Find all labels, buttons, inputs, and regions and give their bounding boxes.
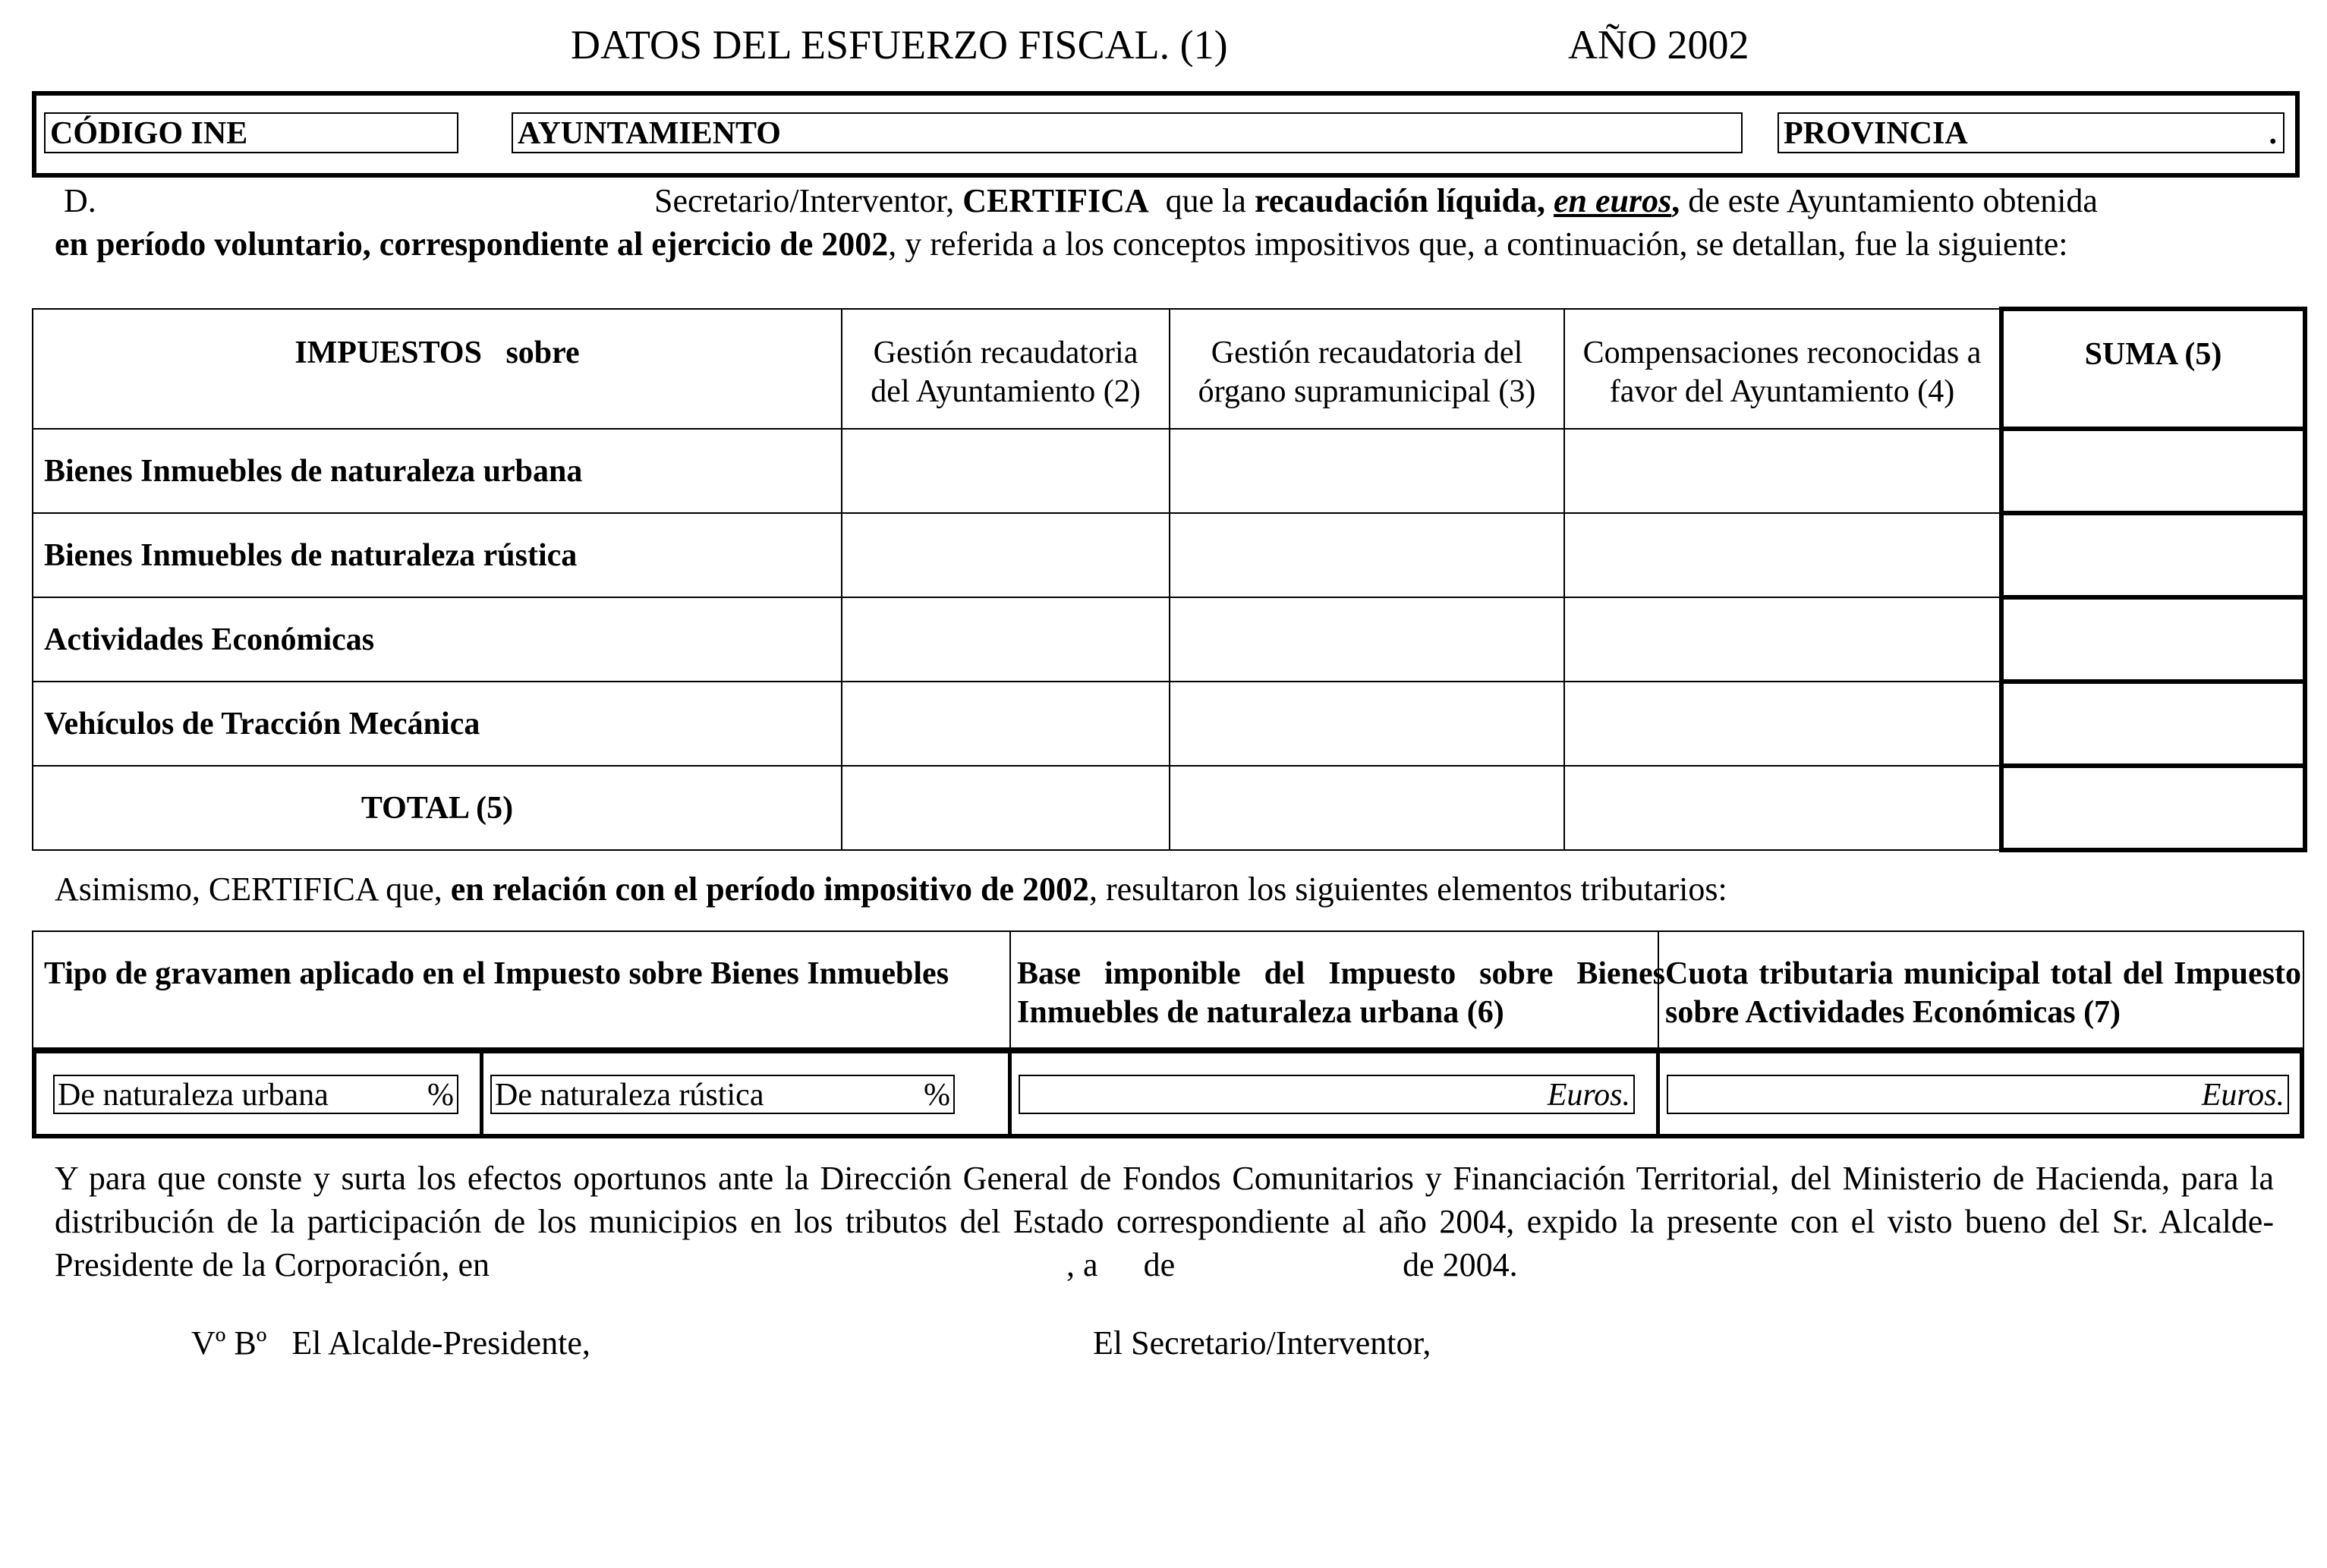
que-la-text: que la: [1165, 182, 1246, 219]
table-row: [33, 682, 2305, 766]
certifica-text: CERTIFICA: [962, 182, 1149, 219]
closing-paragraph: [55, 1157, 2274, 1286]
cell-input[interactable]: [1170, 597, 1564, 682]
cell-input[interactable]: [1564, 597, 2001, 682]
recaudacion-text: recaudación líquida,: [1254, 182, 1545, 219]
alcalde-text: El Alcalde-Presidente,: [291, 1324, 590, 1362]
header-base-imponible: Base imponible del Impuesto sobre Bienes Inmuebles de naturaleza urbana (6): [1017, 956, 1665, 1030]
table-row: [33, 513, 2305, 597]
cell-input[interactable]: [1564, 429, 2001, 513]
tax-table-header: [33, 309, 2305, 429]
euros-suffix: Euros.: [1547, 1078, 1630, 1113]
cell-input[interactable]: [1564, 513, 2001, 597]
suma-cell[interactable]: [2001, 682, 2305, 766]
cell-input[interactable]: [1170, 682, 1564, 766]
cell-input[interactable]: [842, 766, 1170, 850]
header-compensaciones: Compensaciones reconocidas a favor del Ayuntamiento (4): [1564, 309, 2001, 429]
suma-total-cell[interactable]: [2001, 766, 2305, 850]
base-imponible-field[interactable]: [1019, 1075, 1635, 1114]
column-divider: [1656, 1053, 1660, 1134]
euros-suffix: Euros.: [2201, 1078, 2284, 1113]
closing-de: de: [1143, 1246, 1176, 1283]
en-euros-text: en euros: [1554, 182, 1672, 219]
codigo-ine-label: CÓDIGO INE: [50, 116, 248, 151]
row-label-vehiculos: Vehículos de Tracción Mecánica: [33, 682, 842, 766]
asimismo-pre: Asimismo, CERTIFICA que,: [55, 871, 442, 908]
header-gestion-ayuntamiento: Gestión recaudatoria del Ayuntamiento (2): [842, 309, 1170, 429]
rustica-rate-field[interactable]: [490, 1075, 955, 1114]
elements-table-row: [32, 1049, 2304, 1138]
cell-input[interactable]: [1564, 766, 2001, 850]
suma-cell[interactable]: [2001, 513, 2305, 597]
certification-rest: , y referida a los conceptos impositivos que, a continuación, se detallan, fue la siguiente:: [888, 225, 2068, 263]
certification-body: [55, 222, 2274, 266]
percent-sign: %: [427, 1078, 454, 1113]
secretario-signature-label: El Secretario/Interventor,: [1093, 1324, 1431, 1362]
certification-line-1: [55, 179, 2274, 222]
rest-line1-text: de este Ayuntamiento obtenida: [1688, 182, 2098, 219]
table-row: [33, 597, 2305, 682]
column-divider: [1658, 932, 1659, 1047]
header-tipo-gravamen: Tipo de gravamen aplicado en el Impuesto sobre Bienes Inmuebles: [44, 956, 949, 991]
role-text: Secretario/Interventor,: [654, 182, 955, 219]
closing-de-2004: de 2004.: [1403, 1246, 1518, 1283]
table-row: [33, 429, 2305, 513]
urbana-rate-field[interactable]: [53, 1075, 458, 1114]
suma-cell[interactable]: [2001, 597, 2305, 682]
asimismo-bold: en relación con el período impositivo de 2002: [450, 871, 1089, 908]
provincia-field[interactable]: [1778, 112, 2284, 153]
row-label-bienes-urbana: Bienes Inmuebles de naturaleza urbana: [33, 429, 842, 513]
cell-input[interactable]: [1170, 513, 1564, 597]
percent-sign: %: [924, 1078, 950, 1113]
column-divider: [1009, 932, 1011, 1047]
provincia-label: PROVINCIA: [1784, 116, 1968, 151]
cell-input[interactable]: [842, 513, 1170, 597]
row-label-actividades: Actividades Económicas: [33, 597, 842, 682]
ayuntamiento-field[interactable]: [512, 112, 1743, 153]
form-title: DATOS DEL ESFUERZO FISCAL. (1): [571, 22, 1228, 68]
form-year: AÑO 2002: [1568, 22, 1749, 68]
header-suma: SUMA (5): [2001, 309, 2305, 429]
header-gestion-supramunicipal: Gestión recaudatoria del órgano supramunicipal (3): [1170, 309, 1564, 429]
column-divider: [480, 1053, 483, 1134]
d-label: D.: [64, 182, 96, 219]
suma-cell[interactable]: [2001, 429, 2305, 513]
provincia-dot: .: [2269, 116, 2277, 151]
closing-text: Y para que conste y surta los efectos oportunos ante la Dirección General de Fondos Comunitarios y Financiación Territorial, del Ministerio de Hacienda, para la distribución de la participación de los municipios en los tributos del Estado correspondiente al año 2004, expido la presente con el visto bueno del Sr. Alcalde-Presidente de la Corporación, en: [55, 1160, 2274, 1283]
total-label: TOTAL (5): [33, 766, 842, 850]
certification-paragraph: [55, 179, 2274, 266]
certification-lead: [654, 179, 2098, 222]
total-row: [33, 766, 2305, 850]
header-cuota-tributaria: Cuota tributaria municipal total del Impuesto sobre Actividades Económicas (7): [1665, 956, 2301, 1030]
urbana-label: De naturaleza urbana: [58, 1078, 329, 1113]
cuota-tributaria-field[interactable]: [1667, 1075, 2289, 1114]
asimismo-post: , resultaron los siguientes elementos tributarios:: [1089, 871, 1727, 908]
closing-a: , a: [1066, 1246, 1098, 1283]
column-divider: [1008, 1053, 1012, 1134]
header-impuestos: IMPUESTOS sobre: [33, 309, 842, 429]
cell-input[interactable]: [1170, 429, 1564, 513]
codigo-ine-field[interactable]: [44, 112, 458, 153]
vobo-text: Vº Bº: [191, 1324, 267, 1362]
ayuntamiento-label: AYUNTAMIENTO: [518, 116, 781, 151]
cell-input[interactable]: [842, 597, 1170, 682]
elements-table-header: [32, 930, 2304, 1049]
cell-input[interactable]: [842, 682, 1170, 766]
periodo-text: en período voluntario, correspondiente al ejercicio de 2002: [55, 225, 889, 263]
asimismo-paragraph: [55, 870, 1727, 908]
cell-input[interactable]: [1564, 682, 2001, 766]
alcalde-signature-label: [191, 1324, 590, 1362]
cell-input[interactable]: [842, 429, 1170, 513]
cell-input[interactable]: [1170, 766, 1564, 850]
row-label-bienes-rustica: Bienes Inmuebles de naturaleza rústica: [33, 513, 842, 597]
rustica-label: De naturaleza rústica: [495, 1078, 764, 1113]
comma-text: ,: [1671, 182, 1680, 219]
tax-table: [32, 307, 2307, 852]
